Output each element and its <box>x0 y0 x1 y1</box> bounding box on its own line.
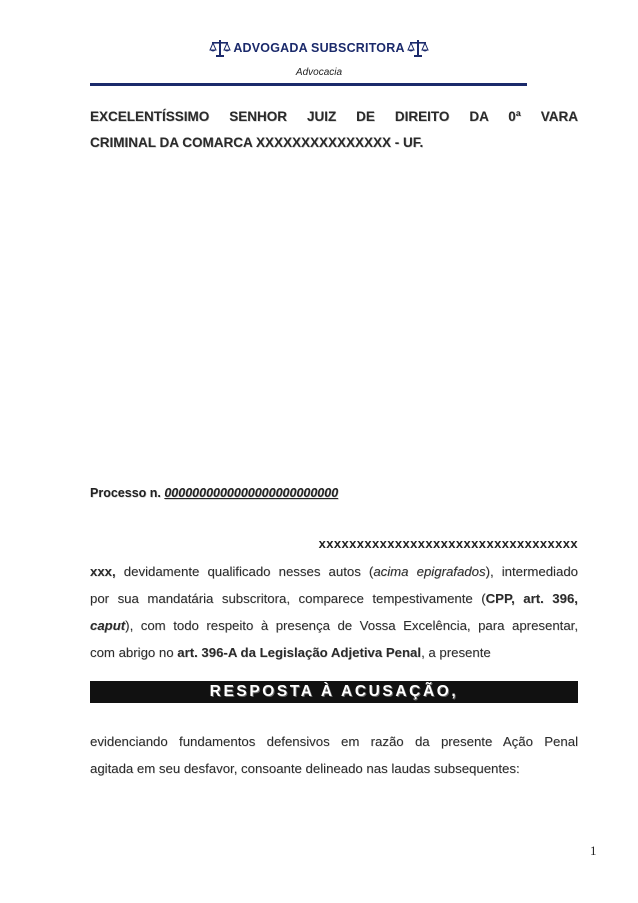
scales-of-justice-icon <box>407 38 429 58</box>
intro-bold: art. 396-A da Legislação Adjetiva Penal <box>177 645 422 660</box>
intro-text: por sua mandatária subscritora, comparece tempestivamente ( <box>90 591 486 606</box>
intro-text: ), com todo respeito à presença de Vossa Excelência, para apresentar, <box>125 618 578 633</box>
intro-line-4 <box>90 640 578 667</box>
letterhead-brand: ADVOGADA SUBSCRITORA <box>233 41 405 55</box>
closing-line-1: evidenciando fundamentos defensivos em razão da presente Ação Penal <box>90 734 578 749</box>
case-number-value: 0000000000000000000000000 <box>164 486 339 500</box>
intro-text: devidamente qualificado nesses autos ( <box>115 564 374 579</box>
case-number-label: Processo n. <box>90 486 161 500</box>
closing-line-2: agitada em seu desfavor, consoante delineado nas laudas subsequentes: <box>90 761 520 776</box>
party-name-line-1: xxxxxxxxxxxxxxxxxxxxxxxxxxxxxxxxxx <box>318 536 578 551</box>
intro-line-3 <box>90 613 578 640</box>
intro-bold: CPP, art. 396, <box>485 591 578 606</box>
intro-line-1 <box>90 559 578 586</box>
intro-text: com abrigo no <box>90 645 178 660</box>
party-name-line-2: xxx, <box>90 564 116 579</box>
letterhead <box>0 38 638 58</box>
addressee-line-1: EXCELENTÍSSIMO SENHOR JUIZ DE DIREITO DA 0ª VARA <box>90 109 578 124</box>
addressee-line-2: CRIMINAL DA COMARCA XXXXXXXXXXXXXXX - UF. <box>90 135 424 150</box>
scales-of-justice-icon <box>209 38 231 58</box>
intro-text: ), intermediado <box>485 564 578 579</box>
letterhead-subtitle: Advocacia <box>295 67 343 78</box>
header-divider <box>90 83 527 86</box>
case-number <box>90 486 338 500</box>
page-number: 1 <box>590 843 597 858</box>
document-title-bar: RESPOSTA À ACUSAÇÃO, <box>90 681 578 703</box>
intro-italic: acima epigrafados <box>373 564 486 579</box>
intro-text: , a presente <box>421 645 491 660</box>
intro-bold-italic: caput <box>90 618 126 633</box>
intro-line-2 <box>90 586 578 613</box>
